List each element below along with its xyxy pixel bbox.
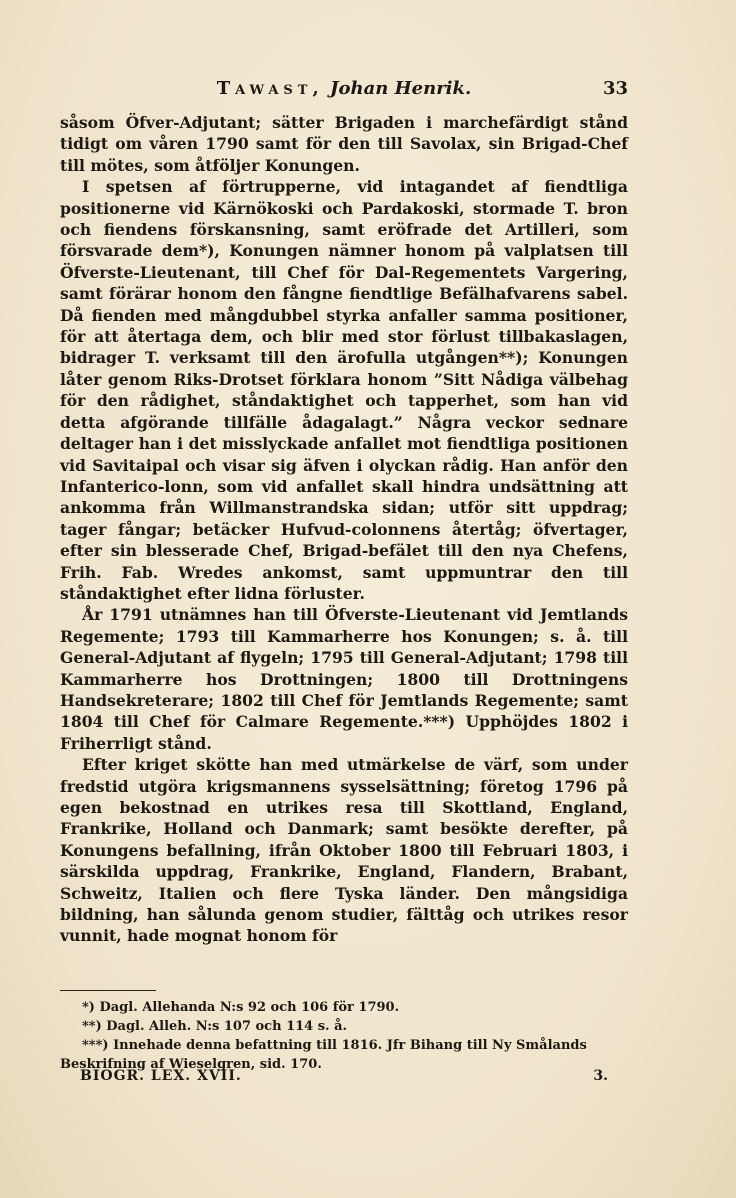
- paragraph-4: Efter kriget skötte han med utmärkelse de värf, som under fredstid utgöra krigsmannens sysselsättning; företog 1796 på egen bekostnad en utrikes resa till Skottland, England, Frankrike, Holland och Danmark; samt besökte derefter, på Konungens befallning, ifrån Oktober 1800 till Februari 1803, i särskilda uppdrag, Frankrike, England, Flandern, Brabant, Schweitz, Italien och flere Tyska länder. Den mångsidiga bildning, han sålunda genom studier, fälttåg och utrikes resor vunnit, hade mognat honom för: [60, 755, 628, 946]
- paragraph-1: såsom Öfver-Adjutant; sätter Brigaden i marchefärdigt stånd tidigt om våren 1790 samt för den till Savolax, sin Brigad-Chef till mötes, som åtföljer Konungen.: [60, 113, 628, 175]
- footnotes: [60, 998, 628, 1074]
- body-text: [60, 112, 628, 947]
- header-surname: Tawast,: [216, 78, 324, 99]
- running-header: [60, 78, 628, 104]
- signature-mark: BIOGR. LEX. XVII.: [80, 1068, 242, 1084]
- page-number: 33: [602, 78, 628, 99]
- footnote-2: **) Dagl. Alleh. N:s 107 och 114 s. å.: [82, 1019, 348, 1034]
- footnote-1: *) Dagl. Allehanda N:s 92 och 106 för 1790.: [82, 1000, 400, 1015]
- footnote-rule: [60, 990, 156, 991]
- running-title: [60, 78, 628, 99]
- signature-number: 3.: [593, 1068, 608, 1084]
- paragraph-3: År 1791 utnämnes han till Öfverste-Lieutenant vid Jemtlands Regemente; 1793 till Kammarherre hos Konungen; s. å. till General-Adjutant af flygeln; 1795 till General-Adjutant; 1798 till Kammarherre hos Drottningen; 1800 till Drottningens Handsekreterare; 1802 till Chef för Jemtlands Regemente; samt 1804 till Chef för Calmare Regemente.***) Upphöjdes 1802 i Friherrligt stånd.: [60, 605, 628, 753]
- paragraph-2: I spetsen af förtrupperne, vid intagandet af fiendtliga positionerne vid Kärnökoski och Pardakoski, stormade T. bron och fiendens förskansning, samt eröfrade det Artilleri, som försvarade dem*), Konungen nämner honom på valplatsen till Öfverste-Lieutenant, till Chef för Dal-Regementets Vargering, samt förärar honom den fångne fiendtlige Befälhafvarens sabel. Då fienden med mångdubbel styrka anfaller samma positioner, för att återtaga dem, och blir med stor förlust tillbakaslagen, bidrager T. verksamt till den ärofulla utgången**); Konungen låter genom Riks-Drotset förklara honom ”Sitt Nådiga välbehag för den rådighet, ståndaktighet och tapperhet, som han vid detta afgörande tillfälle ådagalagt.” Några veckor sednare deltager han i det misslyckade anfallet mot fiendtliga positionen vid Savitaipal och visar sig äfven i olyckan rådig. Han anför den Infanterico-lonn, som vid anfallet skall hindra undsättning att ankomma från Willmanstrandska sidan; utför sitt uppdrag; tager fångar; betäcker Hufvud-colonnens återtåg; öfvertager, efter sin blesserade Chef, Brigad-befälet till den nya Chefens, Frih. Fab. Wredes ankomst, samt uppmuntrar den till ståndaktighet efter lidna förluster.: [60, 177, 628, 603]
- header-given-name: Johan Henrik.: [330, 78, 472, 99]
- footnote-3: ***) Innehade denna befattning till 1816. Jfr Bihang till Ny Smålands Beskrifning af Wieselgren, sid. 170.: [60, 1038, 587, 1072]
